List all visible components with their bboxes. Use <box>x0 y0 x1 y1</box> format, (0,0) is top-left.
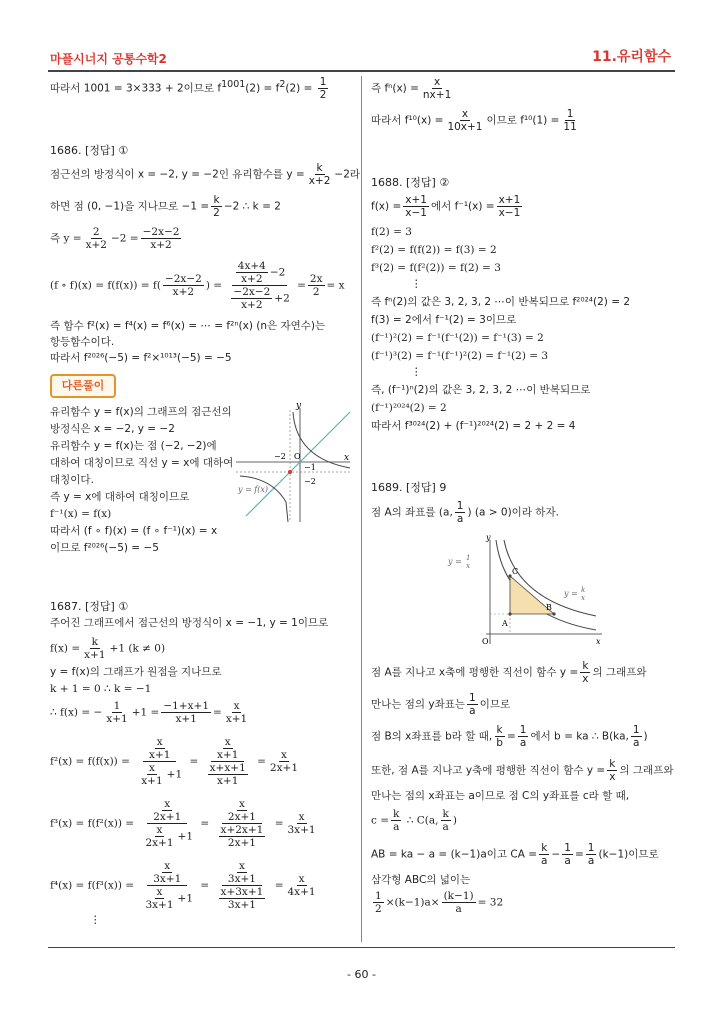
line: AB = ka − a = (k−1)a이고 CA = $\frac{k}{a}$ − $\frac{1}{a}$ = $\frac{1}{a}$ (k−1)이므로 <box>371 842 659 868</box>
line: 따라서 (f ∘ f)(x) = (f ∘ f⁻¹)(x) = x <box>50 525 218 537</box>
curve-label: 1 <box>466 554 471 562</box>
line: 대하여 대칭이므로 직선 y = x에 대하여 <box>50 457 234 469</box>
line: ∴ f(x) = − $\frac{1}{x+1}$ +1 = $\frac{-1+x+1}{x+1}$ = $\frac{x}{x+1}$ <box>50 700 248 726</box>
line: 따라서 f³⁰²⁴(2) + (f⁻¹)²⁰²⁴(2) = 2 + 2 = 4 <box>371 420 576 432</box>
section-1689: 1689. [정답] 9 <box>371 481 447 494</box>
line: (f ∘ f)(x) = f(f(x)) = f( $\frac{-2x-2}{x+2}$ ) = $\frac{4x+4}{x+2}$ −2 $\frac{-2x-2}{x+2}$ +2 = $\frac{2x}{2}$ = x <box>50 260 345 312</box>
footer-rule <box>48 947 675 948</box>
header-rule <box>48 70 675 72</box>
axis-label-x: x <box>344 453 350 463</box>
axis-label-y: y <box>296 402 302 411</box>
line: 유리함수 y = f(x)의 그래프의 점근선의 <box>50 406 232 418</box>
line: f(x) = $\frac{x+1}{x-1}$ 에서 f⁻¹(x) = $\frac{x+1}{x-1}$ <box>371 194 521 220</box>
line: k + 1 = 0 ∴ k = −1 <box>50 683 152 695</box>
line: 이므로 f²⁰²⁶(−5) = −5 <box>50 542 159 554</box>
column-divider <box>361 76 362 942</box>
line: 점 A를 지나고 x축에 평행한 직선이 함수 y = $\frac{k}{x}$ 의 그래프와 <box>371 660 647 686</box>
line: 대칭이다. <box>50 474 94 486</box>
function-label: y = f(x) <box>238 485 269 494</box>
line: 즉 y = $\frac{2}{x+2}$ −2 = $\frac{-2x-2}{x+2}$ <box>50 226 180 252</box>
line: 즉 y = x에 대하여 대칭이므로 <box>50 491 190 503</box>
axis-label-x: x <box>596 637 601 646</box>
line: 점근선의 방정식이 x = −2, y = −2인 유리함수를 y = $\frac{k}{x+2}$ −2라 <box>50 162 361 188</box>
line: 따라서 f²⁰²⁶(−5) = f²×¹⁰¹³(−5) = −5 <box>50 352 232 364</box>
line: (f⁻¹)³(2) = f⁻¹(f⁻¹)²(2) = f⁻¹(2) = 3 <box>371 350 549 362</box>
line: 즉 fⁿ(x) = $\frac{x}{nx+1}$ <box>371 76 452 102</box>
point-a <box>508 612 511 615</box>
line: (f⁻¹)²(2) = f⁻¹(f⁻¹(2)) = f⁻¹(3) = 2 <box>371 332 544 344</box>
line: 또한, 점 A를 지나고 y축에 평행한 직선이 함수 y = $\frac{k}{x}$ 의 그래프와 <box>371 758 674 784</box>
line: f³(2) = f(f²(2)) = f(2) = 3 <box>371 262 501 274</box>
curve-label: x <box>581 594 585 602</box>
center-point <box>288 470 292 474</box>
line: f⁴(x) = f(f³(x)) = $\frac{x}{3x+1}$ $\frac{x}{3x+1}$ +1 = $\frac{\frac{x}{3x+1}}{\frac{x+3x+1}{3x+1}}$ = $\frac{x}{4x+1}$ <box>50 860 316 912</box>
vdots: ⋮ <box>411 278 422 290</box>
tick-label: −2 <box>304 477 316 486</box>
label-b: B <box>546 603 552 612</box>
curve-label: x <box>466 562 470 570</box>
line: 만나는 점의 x좌표는 a이므로 점 C의 y좌표를 c라 할 때, <box>371 790 630 802</box>
label-a: A <box>502 619 508 628</box>
line: (f⁻¹)²⁰²⁴(2) = 2 <box>371 402 447 414</box>
line: 즉 fⁿ(2)의 값은 3, 2, 3, 2 ⋯이 반복되므로 f²⁰²⁴(2) = 2 <box>371 296 631 308</box>
curve-label: y = <box>564 589 578 598</box>
tick-label: −1 <box>304 463 316 472</box>
line: 항등함수이다. <box>50 336 115 348</box>
line: 즉 함수 f²(x) = f⁴(x) = f⁶(x) = ⋯ = f²ⁿ(x) (n은 자연수)는 <box>50 320 326 332</box>
origin-label: O <box>482 637 489 646</box>
line: 점 A의 좌표를 (a, $\frac{1}{a}$ ) (a > 0)이라 하자. <box>371 500 559 526</box>
line: f⁻¹(x) = f(x) <box>50 508 112 520</box>
line: 따라서 1001 = 3×333 + 2이므로 $f^{1001}(2) = f^2(2)$ = $\frac{1}{2}$ <box>50 76 327 102</box>
asymptote-graph-1686 <box>232 402 354 526</box>
line: 방정식은 x = −2, y = −2 <box>50 423 175 435</box>
header-right-title: 11.유리함수 <box>592 49 671 65</box>
line: y = f(x)의 그래프가 원점을 지나므로 <box>50 666 222 678</box>
line: $\frac{1}{2}$ ×(k−1)a× $\frac{(k-1)}{a}$ = 32 <box>375 890 504 916</box>
tick-label: −2 <box>274 452 286 461</box>
line: f³(x) = f(f²(x)) = $\frac{x}{2x+1}$ $\frac{x}{2x+1}$ +1 = $\frac{\frac{x}{2x+1}}{\frac{x+2x+1}{2x+1}}$ = $\frac{x}{3x+1}$ <box>50 798 316 850</box>
line: 만나는 점의 y좌표는 $\frac{1}{a}$ 이므로 <box>371 692 511 718</box>
line: f(x) = $\frac{k}{x+1}$ +1 (k ≠ 0) <box>50 636 166 662</box>
line: f²(x) = f(f(x)) = $\frac{x}{x+1}$ $\frac{x}{x+1}$ +1 = $\frac{\frac{x}{x+1}}{\frac{x+x+1}{x+1}}$ = $\frac{x}{2x+1}$ <box>50 736 299 788</box>
axis-label-y: y <box>486 534 491 542</box>
line: 유리함수 y = f(x)는 점 (−2, −2)에 <box>50 440 217 452</box>
line: 하면 점 (0, −1)을 지나므로 −1 = $\frac{k}{2}$ −2 ∴ k = 2 <box>50 194 281 220</box>
line: c = $\frac{k}{a}$ ∴ C(a, $\frac{k}{a}$ ) <box>371 808 457 834</box>
vdots: ⋮ <box>411 366 422 378</box>
origin-label: O <box>294 452 301 461</box>
line: f²(2) = f(f(2)) = f(3) = 2 <box>371 244 497 256</box>
line: 점 B의 x좌표를 b라 할 때, $\frac{k}{b}$ = $\frac{1}{a}$ 에서 b = ka ∴ B(ka, $\frac{1}{a}$ ) <box>371 724 648 750</box>
point-b <box>552 612 555 615</box>
line: 삼각형 ABC의 넓이는 <box>371 874 471 886</box>
curve-label: k <box>581 586 586 594</box>
line: 주어진 그래프에서 점근선의 방정식이 x = −1, y = 1이므로 <box>50 617 329 629</box>
header-left-title: 마플시너지 공통수학2 <box>50 52 167 66</box>
page-number: - 60 - <box>347 968 376 981</box>
section-1687: 1687. [정답] ① <box>50 600 129 613</box>
line: f(3) = 2에서 f⁻¹(2) = 3이므로 <box>371 314 517 326</box>
curve-label: y = <box>448 557 462 566</box>
section-1688: 1688. [정답] ② <box>371 176 450 189</box>
line: f(2) = 3 <box>371 226 412 238</box>
line: 즉, (f⁻¹)ⁿ(2)의 값은 3, 2, 3, 2 ⋯이 반복되므로 <box>371 384 591 396</box>
line: 따라서 f¹⁰(x) = $\frac{x}{10x+1}$ 이므로 f¹⁰(1) = $\frac{1}{11}$ <box>371 108 577 134</box>
section-1686: 1686. [정답] ① <box>50 144 129 157</box>
alt-solution-badge: 다른풀이 <box>50 374 116 398</box>
label-c: C <box>512 567 519 576</box>
vdots: ⋮ <box>90 914 101 926</box>
triangle-graph-1689 <box>446 534 606 650</box>
